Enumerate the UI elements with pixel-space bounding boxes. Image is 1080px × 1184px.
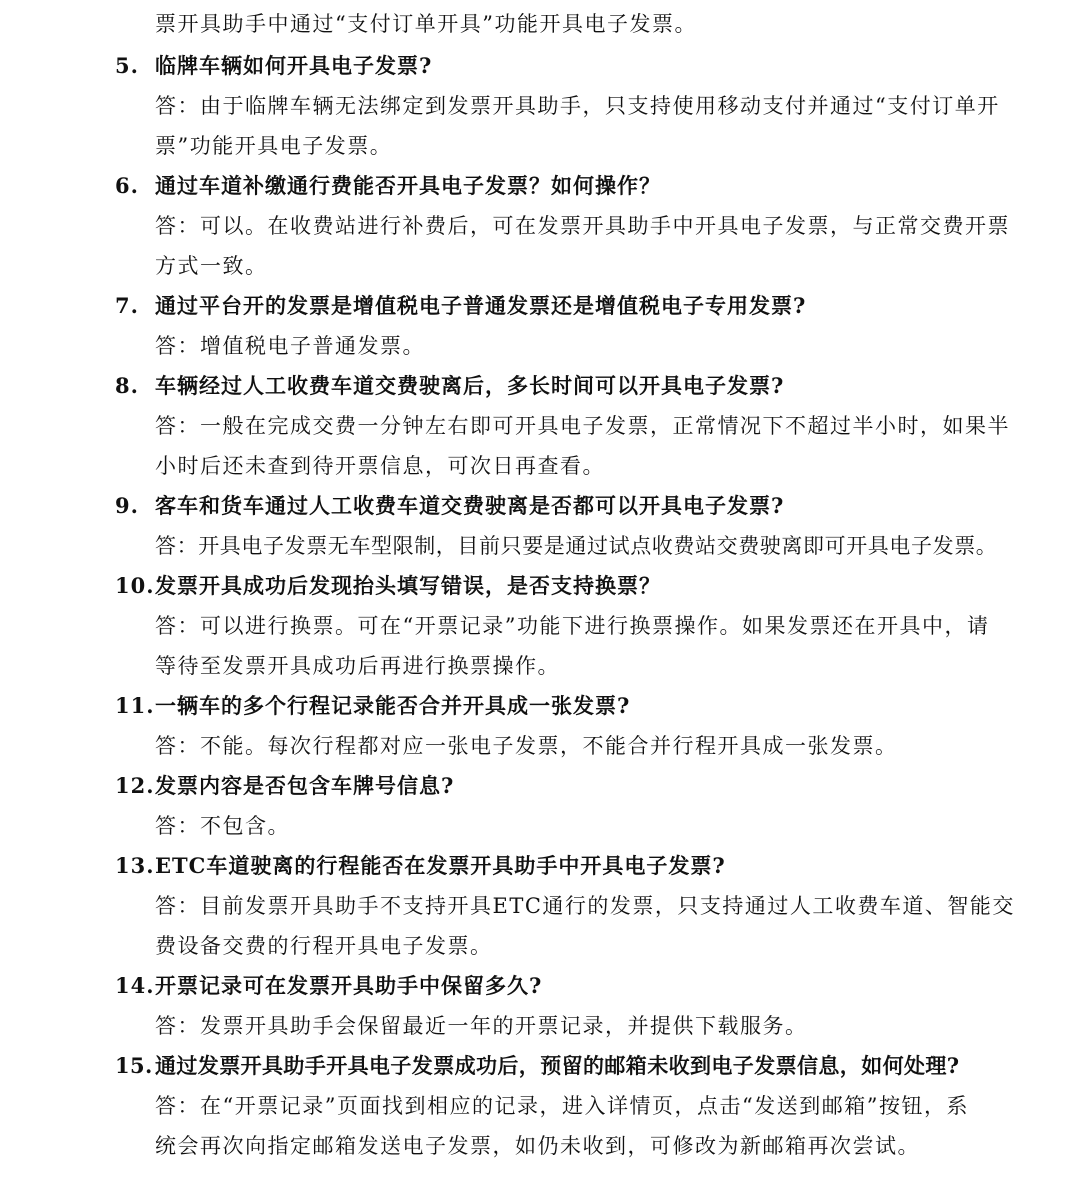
question-text: 通过平台开的发票是增值税电子普通发票还是增值税电子专用发票? bbox=[155, 293, 807, 318]
question-text: 客车和货车通过人工收费车道交费驶离是否都可以开具电子发票? bbox=[155, 493, 785, 518]
question-text: 开票记录可在发票开具助手中保留多久? bbox=[155, 973, 543, 998]
question-text: 车辆经过人工收费车道交费驶离后，多长时间可以开具电子发票? bbox=[155, 373, 785, 398]
faq-answer-11-line-1: 答：不能。每次行程都对应一张电子发票，不能合并行程开具成一张发票。 bbox=[155, 734, 898, 758]
faq-answer-5-line-1: 答：由于临牌车辆无法绑定到发票开具助手，只支持使用移动支付并通过“支付订单开 bbox=[155, 94, 1000, 118]
question-text: 通过车道补缴通行费能否开具电子发票？如何操作？ bbox=[155, 173, 661, 198]
question-number: 12. bbox=[115, 773, 155, 798]
faq-answer-13-line-2: 费设备交费的行程开具电子发票。 bbox=[155, 934, 493, 958]
faq-answer-14-line-1: 答：发票开具助手会保留最近一年的开票记录，并提供下载服务。 bbox=[155, 1014, 808, 1038]
faq-question-7 bbox=[115, 292, 806, 320]
faq-answer-8-line-2: 小时后还未查到待开票信息，可次日再查看。 bbox=[155, 454, 605, 478]
faq-answer-15-line-2: 统会再次向指定邮箱发送电子发票，如仍未收到，可修改为新邮箱再次尝试。 bbox=[155, 1134, 920, 1158]
faq-question-14 bbox=[115, 972, 542, 1000]
question-text: 发票开具成功后发现抬头填写错误，是否支持换票？ bbox=[155, 573, 661, 598]
faq-question-6 bbox=[115, 172, 661, 200]
question-text: 一辆车的多个行程记录能否合并开具成一张发票? bbox=[155, 693, 631, 718]
faq-question-12 bbox=[115, 772, 454, 800]
question-number: 13. bbox=[115, 853, 155, 878]
question-text: 临牌车辆如何开具电子发票? bbox=[155, 53, 433, 78]
faq-question-8 bbox=[115, 372, 784, 400]
question-text: 通过发票开具助手开具电子发票成功后，预留的邮箱未收到电子发票信息，如何处理? bbox=[155, 1053, 960, 1078]
question-text: ETC车道驶离的行程能否在发票开具助手中开具电子发票? bbox=[155, 853, 726, 878]
faq-question-9 bbox=[115, 492, 784, 520]
faq-answer-9-line-1: 答：开具电子发票无车型限制，目前只要是通过试点收费站交费驶离即可开具电子发票。 bbox=[155, 534, 998, 558]
faq-question-15 bbox=[115, 1052, 960, 1080]
question-number: 8. bbox=[115, 373, 139, 398]
faq-question-5 bbox=[115, 52, 432, 80]
question-text: 发票内容是否包含车牌号信息? bbox=[155, 773, 455, 798]
question-number: 5. bbox=[115, 53, 139, 78]
faq-answer-7-line-1: 答：增值税电子普通发票。 bbox=[155, 334, 425, 358]
faq-question-10 bbox=[115, 572, 661, 600]
faq-answer-13-line-1: 答：目前发票开具助手不支持开具ETC通行的发票，只支持通过人工收费车道、智能交 bbox=[155, 894, 1015, 918]
question-number: 15. bbox=[115, 1053, 153, 1078]
faq-answer-10-line-2: 等待至发票开具成功后再进行换票操作。 bbox=[155, 654, 560, 678]
faq-answer-6-line-2: 方式一致。 bbox=[155, 254, 268, 278]
faq-answer-5-line-2: 票”功能开具电子发票。 bbox=[155, 134, 393, 158]
faq-answer-12-line-1: 答：不包含。 bbox=[155, 814, 290, 838]
faq-answer-8-line-1: 答：一般在完成交费一分钟左右即可开具电子发票，正常情况下不超过半小时，如果半 bbox=[155, 414, 1010, 438]
question-number: 7. bbox=[115, 293, 139, 318]
question-number: 6. bbox=[115, 173, 139, 198]
question-number: 14. bbox=[115, 973, 155, 998]
faq-question-11 bbox=[115, 692, 630, 720]
question-number: 11. bbox=[115, 693, 155, 718]
faq-answer-10-line-1: 答：可以进行换票。可在“开票记录”功能下进行换票操作。如果发票还在开具中，请 bbox=[155, 614, 990, 638]
faq-question-13 bbox=[115, 852, 726, 880]
question-number: 10. bbox=[115, 573, 155, 598]
question-number: 9. bbox=[115, 493, 139, 518]
faq-answer-6-line-1: 答：可以。在收费站进行补费后，可在发票开具助手中开具电子发票，与正常交费开票 bbox=[155, 214, 1010, 238]
continuation-text: 票开具助手中通过“支付订单开具”功能开具电子发票。 bbox=[155, 12, 697, 36]
faq-answer-15-line-1: 答：在“开票记录”页面找到相应的记录，进入详情页，点击“发送到邮箱”按钮，系 bbox=[155, 1094, 969, 1118]
